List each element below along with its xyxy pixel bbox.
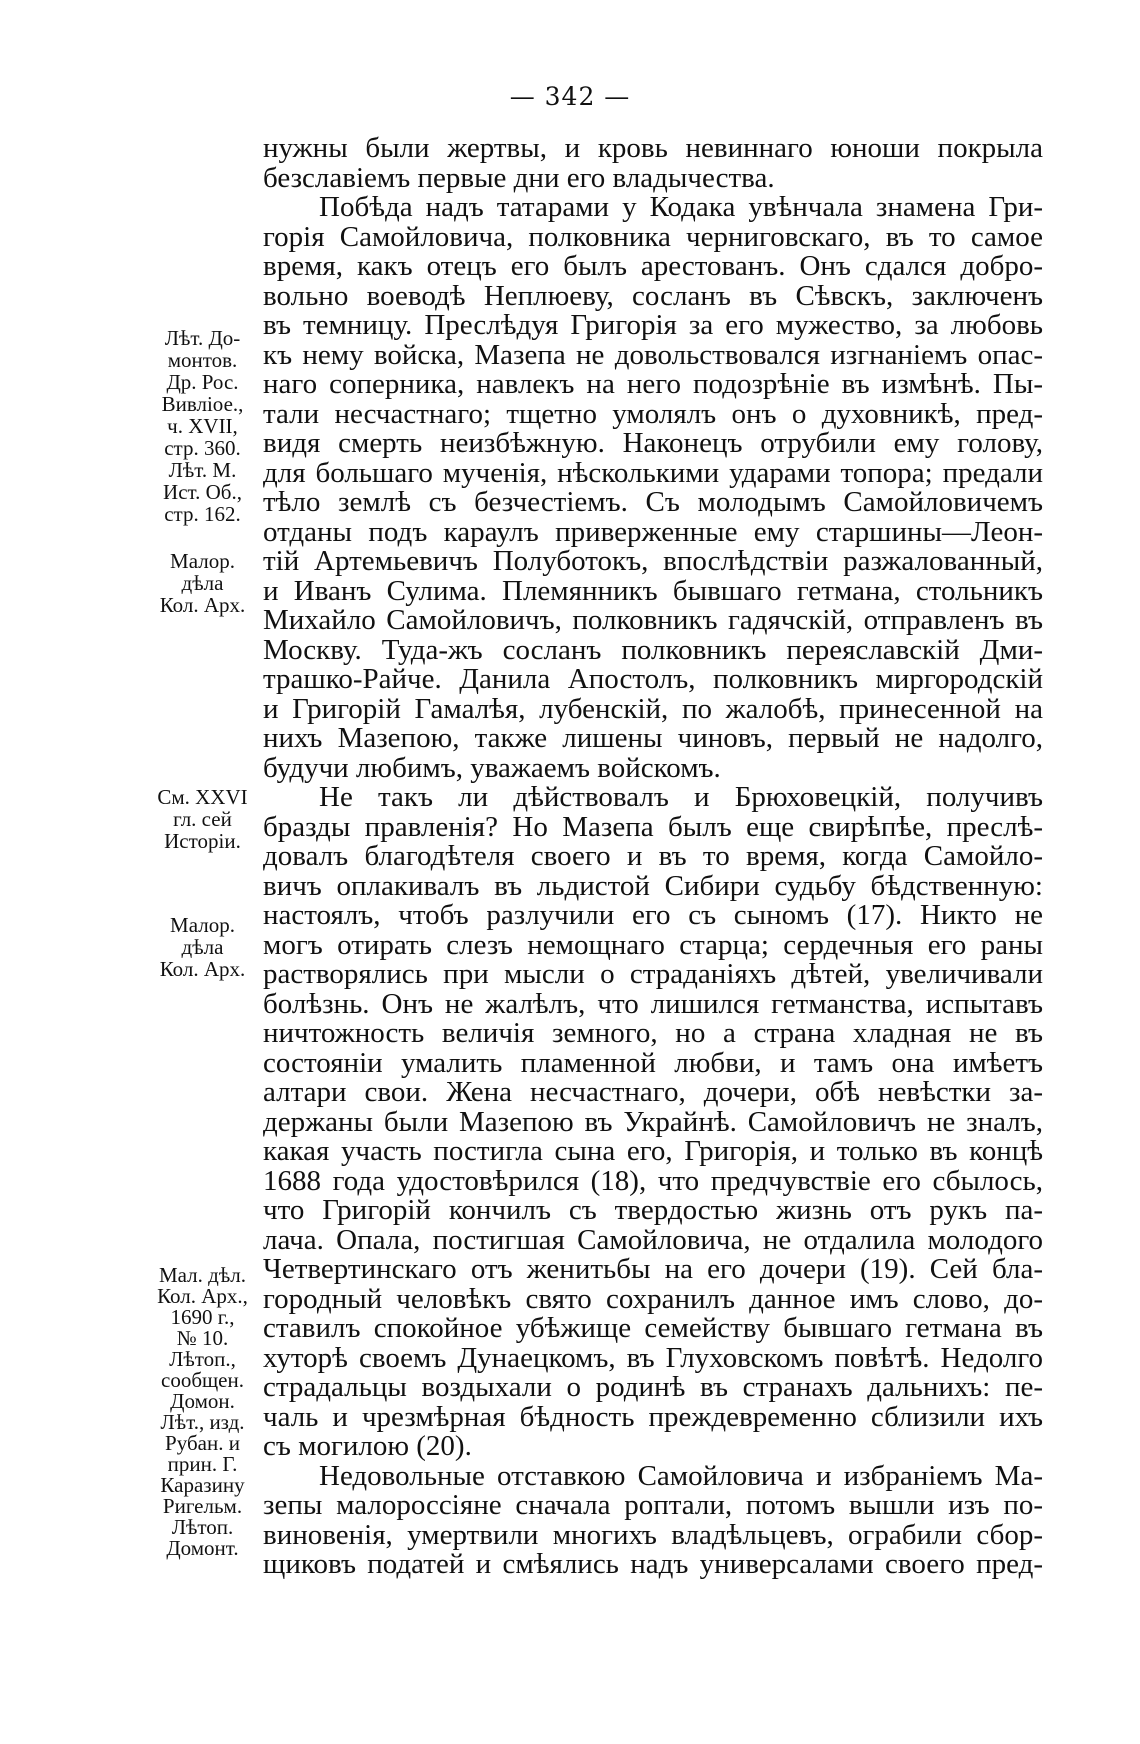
text-line: тій Артемьевичъ Полуботокъ, впослѣдствіи разжалованный, [263, 547, 1043, 577]
margin-note-line: Лѣтоп., [169, 1347, 236, 1371]
text-line: виновенія, умертвили многихъ владѣльцевъ, ограбили сбор- [263, 1520, 1043, 1550]
margin-note-line: Малор. [170, 549, 235, 573]
margin-note-line: прин. Г. [167, 1452, 238, 1476]
text-line: горія Самойловича, полковника черниговскаго, въ то самое [263, 222, 1043, 252]
margin-note-line: Домонт. [166, 1536, 239, 1560]
text-line: съ могилою (20). [263, 1430, 472, 1462]
margin-note-line: стр. 162. [164, 502, 241, 526]
margin-note-line: № 10. [176, 1326, 229, 1350]
text-line: будучи любимъ, уважаемъ войскомъ. [263, 751, 721, 784]
text-line: вичъ оплакивалъ въ льдистой Сибири судьбу бѣдственную: [263, 871, 1043, 901]
text-line: зепы малороссіяне сначала роптали, потомъ вышли изъ по- [263, 1491, 1043, 1521]
text-line: наго соперника, навлекъ на него подозрѣніе въ измѣнѣ. Пы- [263, 370, 1043, 400]
text-line: состояніи умалить пламенной любви, и тамъ она имѣетъ [263, 1048, 1043, 1078]
margin-note [150, 327, 255, 525]
text-line: алтари свои. Жена несчастнаго, дочери, обѣ невѣстки за- [263, 1078, 1043, 1108]
text-line: нужны были жертвы, и кровь невиннаго юноши покрыла [263, 134, 1043, 164]
margin-note-line: Каразину [160, 1473, 245, 1497]
margin-note-line: Кол. Арх. [159, 593, 246, 617]
text-line: бразды правленія? Но Мазепа былъ еще свирѣпѣе, преслѣ- [263, 812, 1043, 842]
text-line: нихъ Мазепою, также лишены чиновъ, первый не надолго, [263, 724, 1043, 754]
text-line: растворялись при мысли о страданіяхъ дѣтей, увеличивали [263, 960, 1043, 990]
margin-note-line: Лѣтоп. [171, 1515, 234, 1539]
text-line: могъ отирать слезъ немощнаго старца; сердечныя его раны [263, 930, 1043, 960]
margin-note-line: монтов. [167, 348, 238, 372]
margin-note [150, 786, 255, 852]
margin-note-line: Лѣт., изд. [160, 1410, 245, 1434]
margin-note-line: Исторіи. [164, 829, 241, 853]
text-line: и Григорій Гамалѣя, лубенскій, по жалобѣ, принесенной на [263, 694, 1043, 724]
text-line: вольно воеводѣ Неплюеву, сосланъ въ Сѣвскъ, заключенъ [263, 281, 1043, 311]
text-line: лача. Опала, постигшая Самойловича, не отдалила молодого [263, 1225, 1043, 1255]
text-line: что Григорій кончилъ съ твердостью жизнь отъ рукъ па- [263, 1196, 1043, 1226]
text-line: хуторѣ своемъ Дунаецкомъ, въ Глуховскомъ повѣтѣ. Недолго [263, 1343, 1043, 1373]
margin-note-line: Домон. [170, 1389, 235, 1413]
text-line: Недовольные отставкою Самойловича и избраніемъ Ма- [319, 1461, 1043, 1491]
margin-note-line: Малор. [170, 913, 235, 937]
text-line: Не такъ ли дѣйствовалъ и Брюховецкій, получивъ [319, 783, 1043, 813]
margin-note-line: Мал. дѣл. [159, 1263, 246, 1287]
text-line: городный человѣкъ свято сохранилъ данное имъ слово, до- [263, 1284, 1043, 1314]
margin-note-line: ч. XVII, [167, 414, 238, 438]
margin-note [150, 550, 255, 616]
text-line: Четвертинскаго отъ женитьбы на его дочери (19). Сей бла- [263, 1255, 1043, 1285]
text-line: видя смерть неизбѣжную. Наконецъ отрубили ему голову, [263, 429, 1043, 459]
margin-note-line: Ригельм. [162, 1494, 243, 1518]
text-line: ничтожность величія земного, но а страна хладная не въ [263, 1019, 1043, 1049]
margin-note-line: гл. сей [173, 807, 232, 831]
margin-note-line: Ист. Об., [163, 480, 242, 504]
margin-note-line: Др. Рос. [166, 370, 239, 394]
text-line: болѣзнь. Онъ не жалѣлъ, что лишился гетманства, испытавъ [263, 989, 1043, 1019]
text-line: какая участь постигла сына его, Григорія, и только въ концѣ [263, 1137, 1043, 1167]
text-line: время, какъ отецъ его былъ арестованъ. Онъ сдался добро- [263, 252, 1043, 282]
margin-note-line: Лѣт. До- [164, 326, 241, 350]
text-line: ставилъ спокойное убѣжище семейству бывшаго гетмана въ [263, 1314, 1043, 1344]
text-line: тѣло землѣ съ безчестіемъ. Съ молодымъ Самойловичемъ [263, 488, 1043, 518]
text-line: въ темницу. Преслѣдуя Григорія за его мужество, за любовь [263, 311, 1043, 341]
margin-note [150, 1265, 255, 1559]
margin-note-line: стр. 360. [164, 436, 241, 460]
text-line: къ нему войска, Мазепа не довольствовался изгнаніемъ опас- [263, 340, 1043, 370]
text-line: трашко-Райче. Данила Апостолъ, полковникъ миргородскій [263, 665, 1043, 695]
text-line: довалъ благодѣтеля своего и въ то время, когда Самойло- [263, 842, 1043, 872]
text-line: щиковъ податей и смѣялись надъ универсалами своего пред- [263, 1550, 1043, 1580]
body-text [263, 134, 1043, 1580]
text-line: Михайло Самойловичъ, полковникъ гадячскій, отправленъ въ [263, 606, 1043, 636]
margin-note-line: Рубан. и [165, 1431, 240, 1455]
text-line: чаль и чрезмѣрная бѣдность преждевременно сблизили ихъ [263, 1402, 1043, 1432]
margin-note-line: 1690 г., [170, 1305, 235, 1329]
text-line: настоялъ, чтобъ разлучили его съ сыномъ (17). Никто не [263, 901, 1043, 931]
margin-note-line: дѣла [181, 571, 224, 595]
margin-note-line: Вивліое., [161, 392, 244, 416]
margin-note-line: Кол. Арх., [157, 1284, 248, 1308]
text-line: и Иванъ Сулима. Племянникъ бывшаго гетмана, стольникъ [263, 576, 1043, 606]
text-line: 1688 года удостовѣрился (18), что предчувствіе его сбылось, [263, 1166, 1043, 1196]
text-line: тали несчастнаго; тщетно умолялъ онъ о духовникѣ, пред- [263, 399, 1043, 429]
margin-note [150, 914, 255, 980]
text-line: безславіемъ первые дни его владычества. [263, 161, 775, 194]
margin-note-line: Кол. Арх. [159, 957, 246, 981]
text-line: страдальцы воздыхали о родинѣ въ странахъ дальнихъ: пе- [263, 1373, 1043, 1403]
page-number: — 342 — [509, 82, 631, 111]
text-line: Москву. Туда-жъ сосланъ полковникъ переяславскій Дми- [263, 635, 1043, 665]
margin-note-line: Лѣт. М. [168, 458, 237, 482]
text-line: Побѣда надъ татарами у Кодака увѣнчала знамена Гри- [319, 193, 1043, 223]
text-line: отданы подъ караулъ приверженные ему старшины—Леон- [263, 517, 1043, 547]
margin-note-line: См. XXVI [157, 785, 248, 809]
text-line: для большаго мученія, нѣсколькими ударами топора; предали [263, 458, 1043, 488]
margin-note-line: сообщен. [161, 1368, 244, 1392]
text-line: держаны были Мазепою въ Украйнѣ. Самойловичъ не зналъ, [263, 1107, 1043, 1137]
margin-note-line: дѣла [181, 935, 224, 959]
